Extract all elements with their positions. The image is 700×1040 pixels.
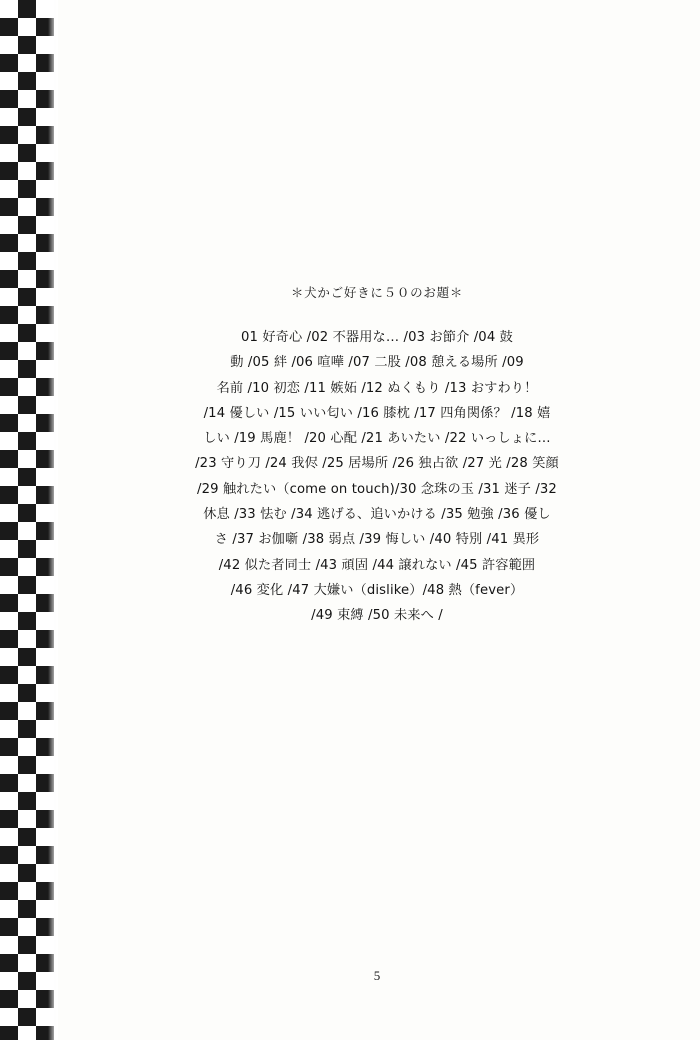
prompt-line: さ /37 お伽噺 /38 弱点 /39 悔しい /40 特別 /41 異形 (214, 532, 540, 548)
page-number: 5 (373, 968, 381, 983)
page-content-area (54, 0, 700, 1040)
prompt-line: 01 好奇心 /02 不器用な… /03 お節介 /04 鼓 (240, 330, 513, 345)
prompt-line: /42 似た者同士 /43 頑固 /44 譲れない /45 許容範囲 (218, 557, 536, 573)
checkerboard-border-decoration (0, 0, 54, 1040)
prompt-line: 名前 /10 初恋 /11 嫉妬 /12 ぬくもり /13 おすわり！ (216, 380, 538, 396)
prompt-line: 休息 /33 怯む /34 逃げる、追いかける /35 勉強 /36 優し (203, 507, 551, 523)
page-title: ＊犬かご好きに５０のお題＊ (290, 285, 464, 300)
prompt-list (147, 325, 607, 629)
prompt-line: 動 /05 絆 /06 喧嘩 /07 二股 /08 憩える場所 /09 (230, 355, 524, 371)
prompt-line: /23 守り刀 /24 我侭 /25 居場所 /26 独占欲 /27 光 /28 笑顔 (195, 456, 559, 472)
prompt-line: /49 束縛 /50 未来へ / (311, 608, 443, 624)
prompt-line: /46 変化 /47 大嫌い（dislike）/48 熱（fever） (230, 582, 524, 598)
prompt-line: /14 優しい /15 いい匂い /16 膝枕 /17 四角関係？ /18 嬉 (203, 405, 551, 421)
prompt-line: /29 触れたい（come on touch)/30 念珠の玉 /31 迷子 /32 (197, 481, 557, 497)
prompt-line: しい /19 馬鹿！ /20 心配 /21 あいたい /22 いっしょに… (203, 431, 551, 447)
